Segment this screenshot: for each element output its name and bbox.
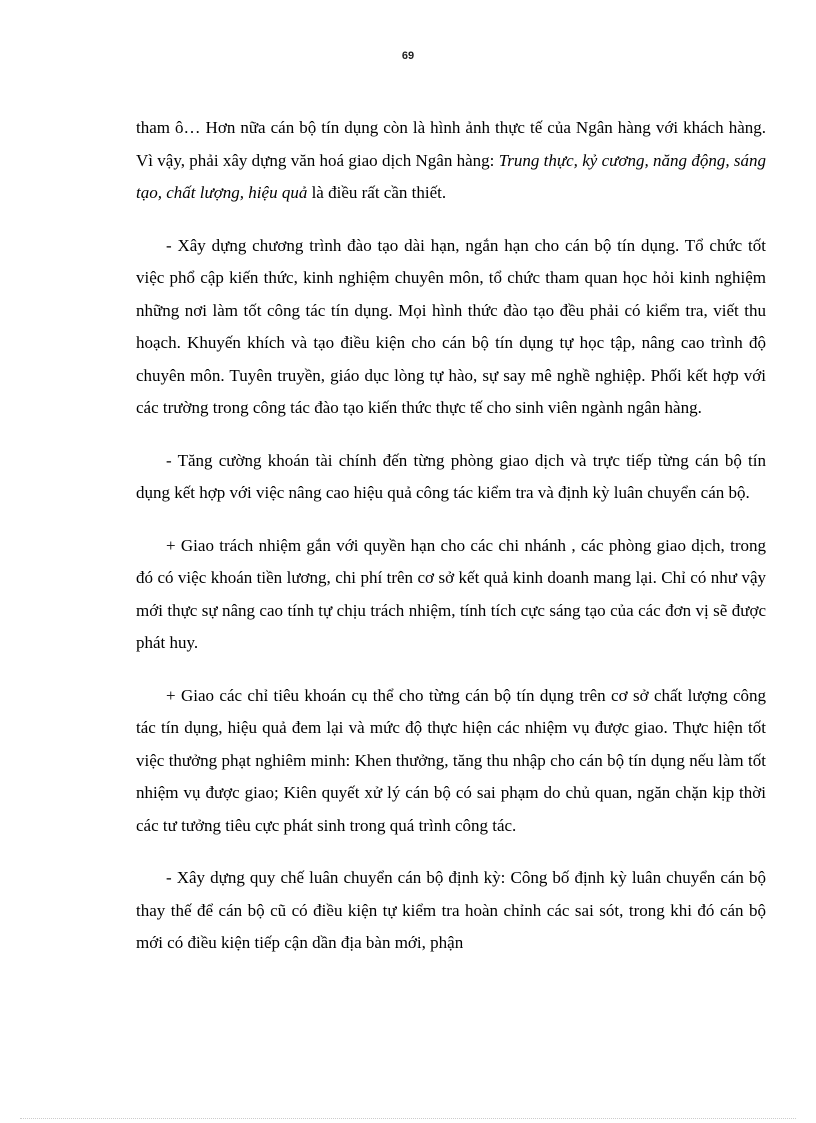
paragraph-targets: + Giao các chỉ tiêu khoán cụ thể cho từng cán bộ tín dụng trên cơ sở chất lượng công tác tín dụng, hiệu quả đem lại và mức độ thực hiện các nhiệm vụ được giao. Thực hiện tốt việc thưởng phạt nghiêm minh: Khen thưởng, tăng thu nhập cho cán bộ tín dụng nếu làm tốt nhiệm vụ được giao; Kiên quyết xử lý cán bộ có sai phạm do chủ quan, ngăn chặn kịp thời các tư tưởng tiêu cực phát sinh trong quá trình công tác. [136,685,766,835]
page-number: 69 [401,50,415,62]
paragraph-responsibility: + Giao trách nhiệm gắn với quyền hạn cho các chi nhánh , các phòng giao dịch, trong đó có việc khoán tiền lương, chi phí trên cơ sở kết quả kinh doanh mang lại. Chỉ có như vậy mới thực sự nâng cao tính tự chịu trách nhiệm, tính tích cực sáng tạo của các đơn vị sẽ được phát huy. [136,535,766,652]
paragraph-culture-lead: tham ô… Hơn nữa cán bộ tín dụng còn là hình ảnh thực tế của Ngân hàng với khách hàng. Vì vậy, phải xây dựng văn hoá giao dịch Ngân hàng: [136,118,766,170]
paragraph-culture-italic: Trung thực, kỷ cương, năng động, sáng tạo, chất lượng, hiệu quả [136,150,766,202]
paragraph-culture-tail: là điều rất cần thiết. [307,183,447,202]
paragraph-training: - Xây dựng chương trình đào tạo dài hạn, ngắn hạn cho cán bộ tín dụng. Tổ chức tốt việc phổ cập kiến thức, kinh nghiệm chuyên môn, tổ chức tham quan học hỏi kinh nghiệm những nơi làm tốt công tác tín dụng. Mọi hình thức đào tạo đều phải có kiểm tra, viết thu hoạch. Khuyến khích và tạo điều kiện cho cán bộ tín dụng tự học tập, nâng cao trình độ chuyên môn. Tuyên truyền, giáo dục lòng tự hào, sự say mê nghề nghiệp. Phối kết hợp với các trường trong công tác đào tạo kiến thức thực tế cho sinh viên ngành ngân hàng. [136,235,766,417]
document-body [136,112,766,980]
paragraph-rotation: - Xây dựng quy chế luân chuyển cán bộ định kỳ: Công bố định kỳ luân chuyển cán bộ thay thế để cán bộ cũ có điều kiện tự kiểm tra hoàn chỉnh các sai sót, trong khi đó cán bộ mới có điều kiện tiếp cận dần địa bàn mới, phận [136,868,766,952]
paragraph-finance: - Tăng cường khoán tài chính đến từng phòng giao dịch và trực tiếp từng cán bộ tín dụng kết hợp với việc nâng cao hiệu quả công tác kiểm tra và định kỳ luân chuyển cán bộ. [136,450,766,502]
page-bottom-divider [20,1118,796,1119]
paragraph-culture [136,112,766,210]
